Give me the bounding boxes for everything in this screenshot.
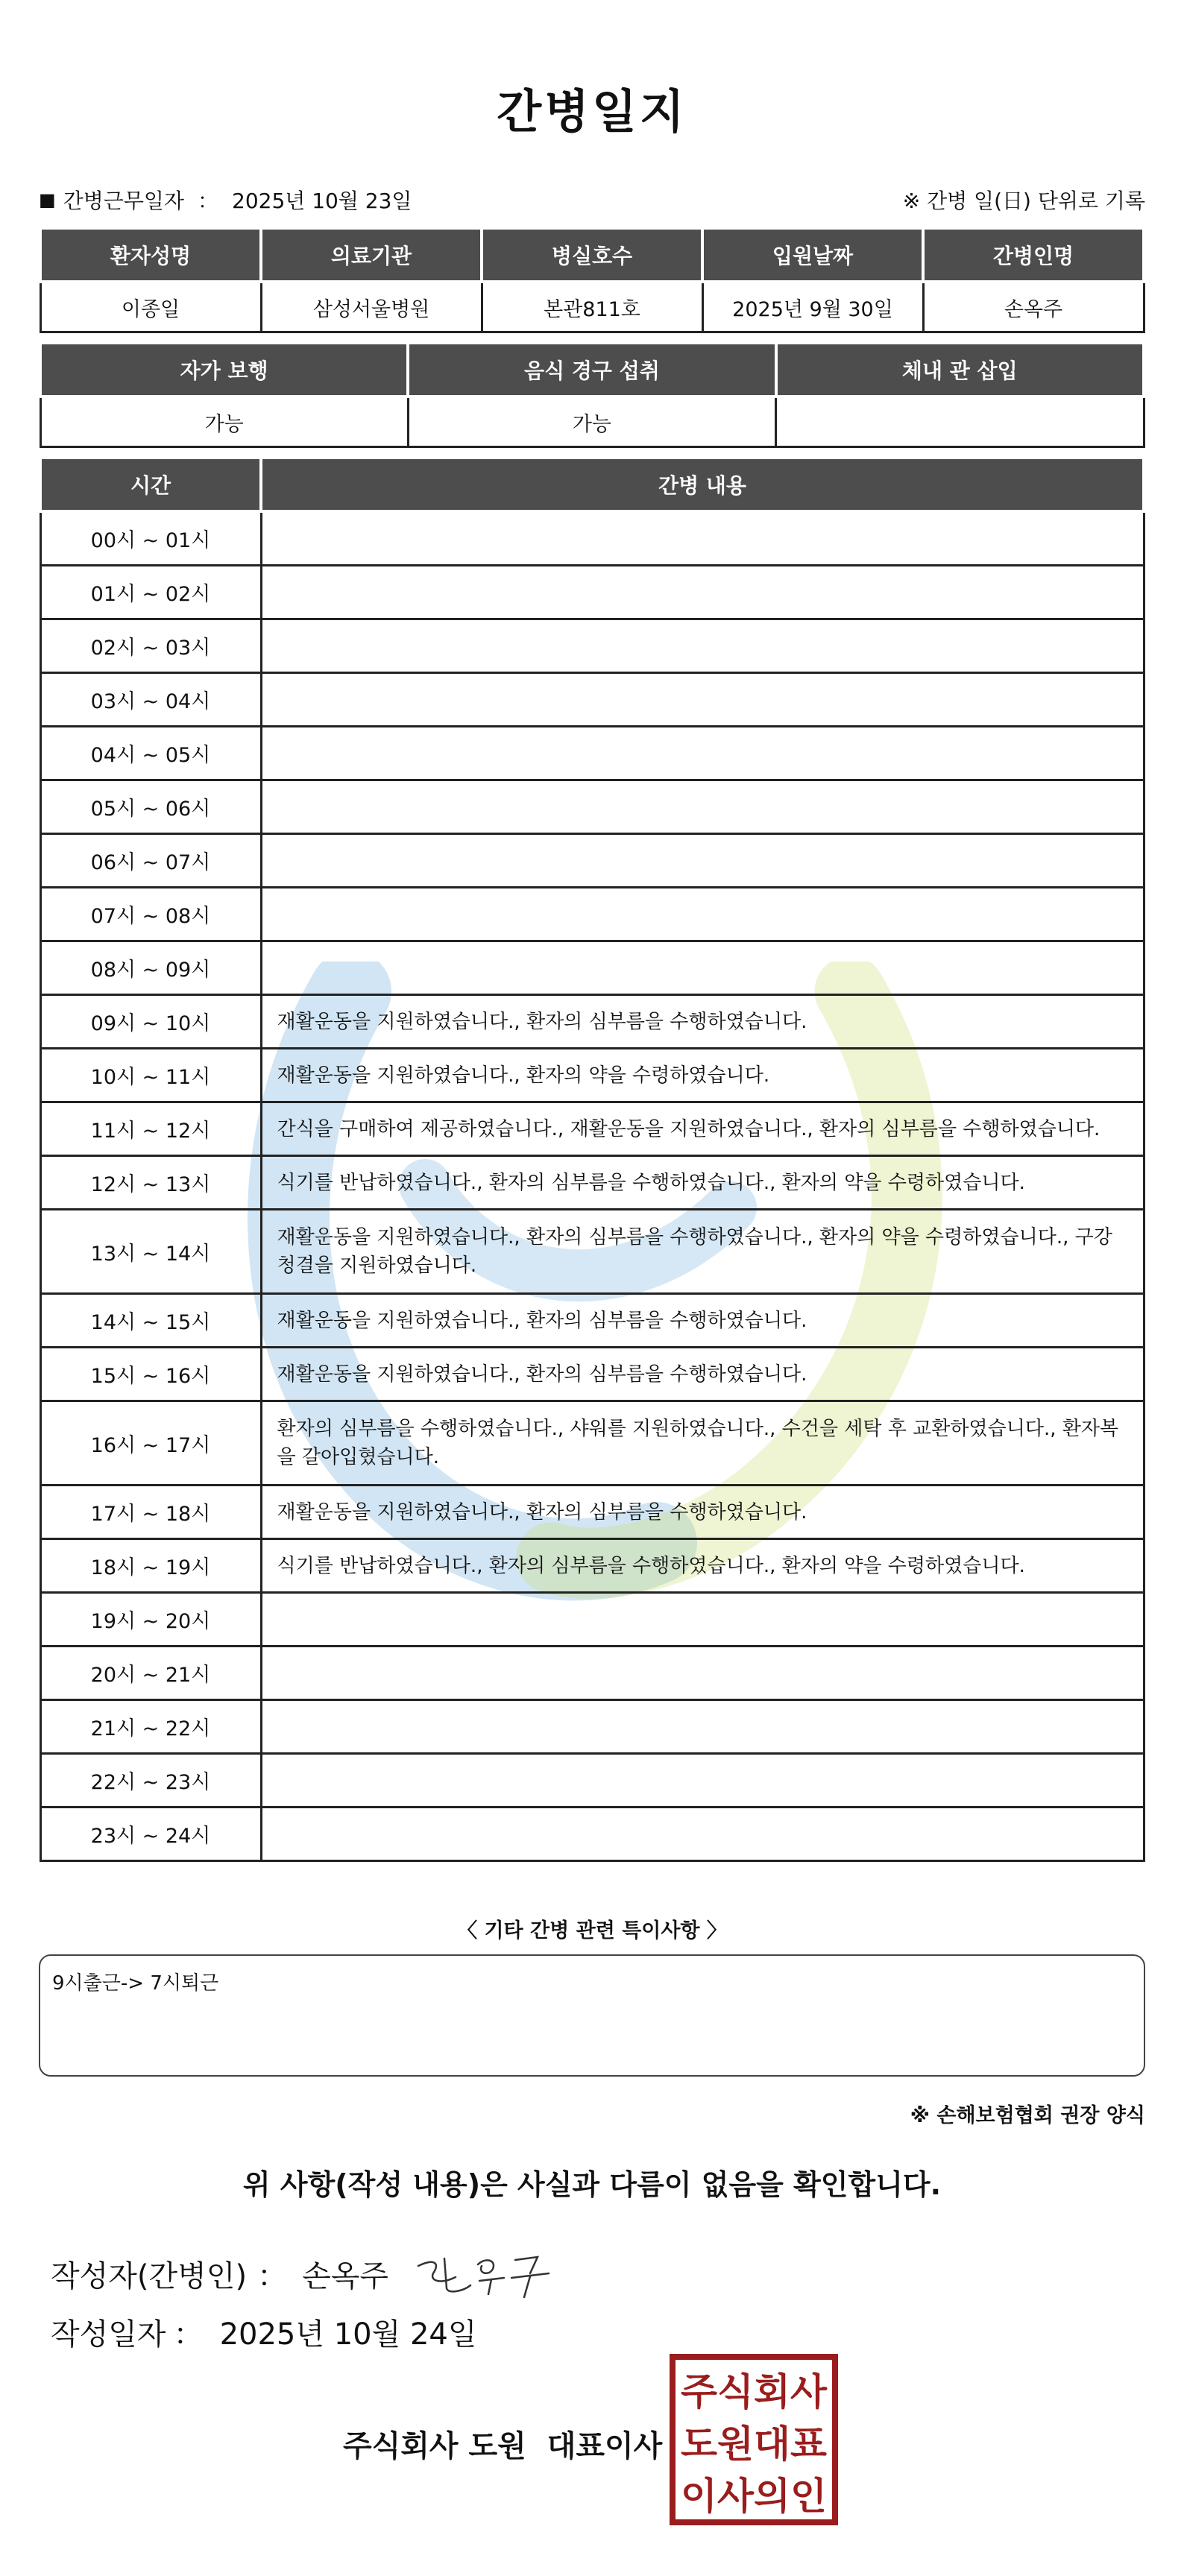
log-row [40,1808,1144,1861]
log-content: 재활운동을 지원하였습니다., 환자의 심부름을 수행하였습니다., 환자의 약을 수령하였습니다., 구강 청결을 지원하였습니다. [261,1210,1144,1294]
patient-info-table [39,227,1145,333]
log-row [40,1700,1144,1754]
log-content: 재활운동을 지원하였습니다., 환자의 심부름을 수행하였습니다. [261,1294,1144,1348]
log-time: 09시 ~ 10시 [40,995,261,1049]
room-number: 본관811호 [482,282,702,332]
header-tube-insertion: 체내 관 삽입 [776,343,1144,397]
special-notes-box [39,1954,1145,2077]
log-content [261,673,1144,727]
log-row [40,1294,1144,1348]
log-content [261,1647,1144,1700]
log-row [40,1156,1144,1210]
header-self-walking: 자가 보행 [40,343,408,397]
log-row [40,1210,1144,1294]
company-name: 주식회사 도원 [343,2429,526,2463]
log-row [40,619,1144,673]
log-content [261,727,1144,780]
log-content [261,511,1144,566]
log-row [40,1486,1144,1539]
log-row [40,1348,1144,1401]
header-caregiver-name: 간병인명 [923,228,1144,282]
caregiver-name: 손옥주 [923,282,1144,332]
log-time: 14시 ~ 15시 [40,1294,261,1348]
special-notes-title: 〈 기타 간병 관련 특이사항 〉 [457,1919,727,1942]
log-row [40,1593,1144,1647]
log-time: 10시 ~ 11시 [40,1049,261,1102]
log-content [261,1754,1144,1808]
log-time: 18시 ~ 19시 [40,1539,261,1593]
log-content [261,834,1144,888]
log-row [40,511,1144,566]
log-content: 식기를 반납하였습니다., 환자의 심부름을 수행하였습니다., 환자의 약을 수령하였습니다. [261,1539,1144,1593]
log-row [40,673,1144,727]
log-row [40,1102,1144,1156]
log-content [261,780,1144,834]
self-walking-value: 가능 [40,397,408,447]
log-content [261,1700,1144,1754]
meta-row [39,185,1145,218]
association-note: ※ 손해보험협회 권장 양식 [910,2104,1145,2127]
handwritten-signature [411,2244,560,2303]
work-date-label: 간병근무일자 [63,189,184,213]
log-row [40,566,1144,619]
log-time: 11시 ~ 12시 [40,1102,261,1156]
log-time: 06시 ~ 07시 [40,834,261,888]
log-content: 재활운동을 지원하였습니다., 환자의 심부름을 수행하였습니다. [261,995,1144,1049]
log-row [40,1401,1144,1486]
log-time: 00시 ~ 01시 [40,511,261,566]
company-seal [670,2354,838,2525]
writer-name: 손옥주 [302,2258,388,2294]
written-date-colon: ： [173,2317,204,2352]
log-content: 환자의 심부름을 수행하였습니다., 샤워를 지원하였습니다., 수건을 세탁 후 교환하였습니다., 환자복을 갈아입혔습니다. [261,1401,1144,1486]
log-content [261,619,1144,673]
square-bullet-icon: ■ [39,189,56,210]
log-content [261,1808,1144,1861]
log-content: 식기를 반납하였습니다., 환자의 심부름을 수행하였습니다., 환자의 약을 수령하였습니다. [261,1156,1144,1210]
page-title: 간병일지 [497,84,687,139]
header-room: 병실호수 [482,228,702,282]
special-notes-text: 9시출근-> 7시퇴근 [52,1972,219,1995]
written-date-value: 2025년 10월 24일 [219,2317,477,2352]
header-oral-intake: 음식 경구 섭취 [408,343,775,397]
log-content [261,941,1144,995]
svg-text:도원대표: 도원대표 [681,2422,828,2466]
company-line [343,2422,662,2465]
log-time: 16시 ~ 17시 [40,1401,261,1486]
svg-text:이사의인: 이사의인 [681,2475,827,2518]
header-admission-date: 입원날짜 [702,228,923,282]
log-time: 15시 ~ 16시 [40,1348,261,1401]
log-time: 22시 ~ 23시 [40,1754,261,1808]
log-time: 05시 ~ 06시 [40,780,261,834]
log-time: 12시 ~ 13시 [40,1156,261,1210]
log-time: 08시 ~ 09시 [40,941,261,995]
log-time: 04시 ~ 05시 [40,727,261,780]
header-hospital: 의료기관 [261,228,482,282]
writer-colon: ： [257,2258,288,2294]
log-row [40,834,1144,888]
log-row [40,888,1144,941]
log-content: 재활운동을 지원하였습니다., 환자의 약을 수령하였습니다. [261,1049,1144,1102]
written-date-label: 작성일자 [51,2317,166,2352]
log-content: 재활운동을 지원하였습니다., 환자의 심부름을 수행하였습니다. [261,1486,1144,1539]
admission-date: 2025년 9월 30일 [702,282,923,332]
log-time: 03시 ~ 04시 [40,673,261,727]
patient-name: 이종일 [40,282,261,332]
log-row [40,995,1144,1049]
log-row [40,941,1144,995]
writer-line [51,2244,560,2303]
log-time: 07시 ~ 08시 [40,888,261,941]
log-content: 간식을 구매하여 제공하였습니다., 재활운동을 지원하였습니다., 환자의 심부름을 수행하였습니다. [261,1102,1144,1156]
daily-record-note: ※ 간병 일(日) 단위로 기록 [902,189,1145,213]
log-row [40,727,1144,780]
log-row [40,1754,1144,1808]
log-row [40,1539,1144,1593]
log-content [261,1593,1144,1647]
oral-intake-value: 가능 [408,397,775,447]
header-patient-name: 환자성명 [40,228,261,282]
log-time: 21시 ~ 22시 [40,1700,261,1754]
header-time: 시간 [40,458,261,511]
written-date-line [51,2311,477,2353]
log-row [40,1647,1144,1700]
log-content: 재활운동을 지원하였습니다., 환자의 심부름을 수행하였습니다. [261,1348,1144,1401]
log-row [40,780,1144,834]
work-date-value: 2025년 10월 23일 [232,189,412,213]
log-time: 01시 ~ 02시 [40,566,261,619]
log-time: 19시 ~ 20시 [40,1593,261,1647]
log-time: 02시 ~ 03시 [40,619,261,673]
log-time: 23시 ~ 24시 [40,1808,261,1861]
log-time: 20시 ~ 21시 [40,1647,261,1700]
writer-label: 작성자(간병인) [51,2258,248,2294]
patient-status-table [39,341,1145,448]
log-time: 17시 ~ 18시 [40,1486,261,1539]
log-row [40,1049,1144,1102]
header-care-content: 간병 내용 [261,458,1144,511]
svg-text:주식회사: 주식회사 [681,2370,828,2414]
log-time: 13시 ~ 14시 [40,1210,261,1294]
confirmation-statement: 위 사항(작성 내용)은 사실과 다름이 없음을 확인합니다. [242,2168,942,2201]
tube-insertion-value [776,397,1144,447]
company-title: 대표이사 [547,2429,663,2463]
care-log-table [39,456,1145,1862]
work-date-colon: ： [197,189,218,213]
hospital-name: 삼성서울병원 [261,282,482,332]
log-content [261,566,1144,619]
log-content [261,888,1144,941]
